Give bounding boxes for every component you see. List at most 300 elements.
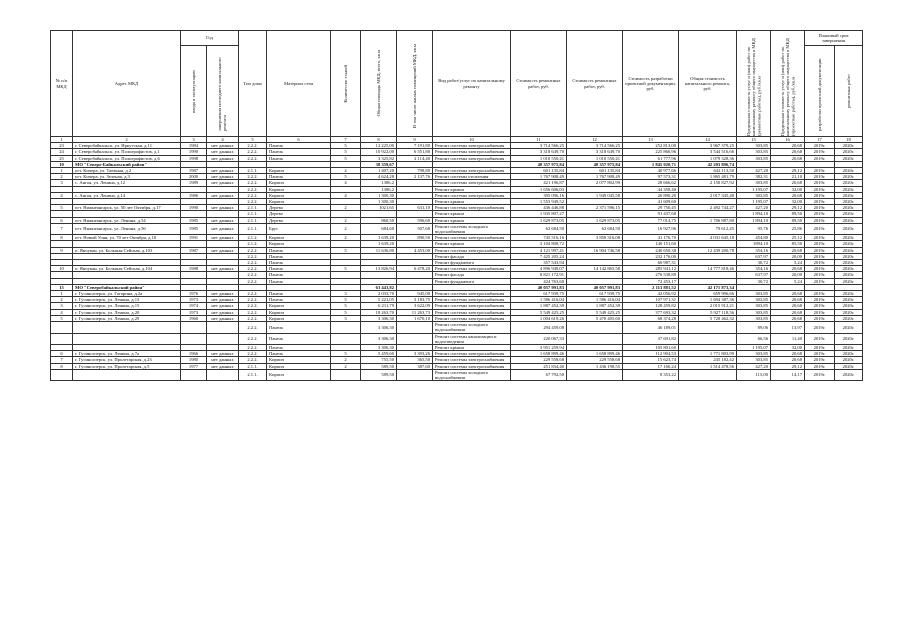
row-limit-design: 20,68 xyxy=(771,291,805,297)
row-cost-works-2: 3 714 566,25 xyxy=(567,143,623,149)
row-cost-works-2: 1 586 416,04 xyxy=(567,297,623,303)
row-number: 2 xyxy=(51,174,73,180)
row-total-area: 1 639,20 xyxy=(361,241,397,247)
row-cost-total: 1 694 387,36 xyxy=(679,297,737,303)
row-cost-works: 7 425 205,24 xyxy=(511,253,567,259)
row-cost-works: 229 558,68 xyxy=(511,357,567,363)
column-number: 17 xyxy=(805,137,835,143)
row-cost-works-2: 1 010 550,41 xyxy=(567,155,623,161)
table-row xyxy=(51,333,863,344)
row-house-type: 2.1.2. xyxy=(239,241,267,247)
row-cost-design: 26 890,20 xyxy=(623,192,679,198)
row-house-type: 2.1.1. xyxy=(239,211,267,217)
row-limit-works: 303,85 xyxy=(737,297,771,303)
row-address: п. Янчукан, ул. Большая Сейская, д.104 xyxy=(73,266,181,272)
row-year-last-repair: нет данных xyxy=(207,223,239,234)
row-plan-design: 2019г. xyxy=(805,241,835,247)
row-limit-works: 1 894,10 xyxy=(737,211,771,217)
row-house-type: 2.2.2. xyxy=(239,266,267,272)
row-plan-works: 2020г. xyxy=(835,303,863,309)
row-floors: 3 xyxy=(331,291,361,297)
row-limit-design: 20,00 xyxy=(771,272,805,278)
row-work-type: Ремонт системы электроснабжения xyxy=(433,309,511,315)
row-cost-works: 617 939,75 xyxy=(511,291,567,297)
row-living-area: 890,50 xyxy=(397,235,433,241)
row-house-type: 2.2.2. xyxy=(239,333,267,344)
row-cost-works-2: 229 558,68 xyxy=(567,357,623,363)
row-number xyxy=(51,333,73,344)
row-house-type: 2.2.2. xyxy=(239,344,267,350)
row-limit-works: 637,97 xyxy=(737,272,771,278)
row-work-type: Ремонт системы электроснабжения xyxy=(433,247,511,253)
row-address: пгт. Нижнеангарск, ул. Ленина, д.54 xyxy=(73,217,181,223)
row-cost-works-2: 14 142 865,58 xyxy=(567,266,623,272)
row-wall-material: Панель xyxy=(267,333,331,344)
column-number: 7 xyxy=(331,137,361,143)
row-year-last-repair: нет данных xyxy=(207,266,239,272)
row-cost-works-2: 1 436 198,55 xyxy=(567,363,623,369)
row-limit-design: 5,24 xyxy=(771,260,805,266)
row-work-type: Ремонт системы электроснабжения xyxy=(433,143,511,149)
row-house-type: 2.2.2. xyxy=(239,315,267,321)
row-total-area: 18 263,70 xyxy=(361,309,397,315)
row-total-area: 1 300,30 xyxy=(361,192,397,198)
row-address: с. Ангоя, ул. Ленина, д.14 xyxy=(73,192,181,198)
row-plan-works: 2020г. xyxy=(835,278,863,284)
row-number xyxy=(51,322,73,333)
row-address: г. Гусиноозерск, ул. Ленина, д.15 xyxy=(73,303,181,309)
row-plan-works: 2020г. xyxy=(835,333,863,344)
row-cost-works-2 xyxy=(567,333,623,344)
row-limit-design: 21,10 xyxy=(771,174,805,180)
row-total-area: 1386,2 xyxy=(361,180,397,186)
row-cost-design: 276 538,80 xyxy=(623,272,679,278)
row-plan-design: 2019г. xyxy=(805,369,835,380)
row-house-type: 2.1.1. xyxy=(239,363,267,369)
row-living-area: 387,60 xyxy=(397,363,433,369)
row-cost-works: 3 714 566,25 xyxy=(511,143,567,149)
row-address: пгт. Новый Уоян, ул. 70 лет Октября, д.10 xyxy=(73,235,181,241)
row-work-type: Ремонт системы электроснабжения xyxy=(433,149,511,155)
row-cost-total: 659 996,66 xyxy=(679,291,737,297)
row-address: г. Гусиноозерск, ул. Гагарина, д.2а xyxy=(73,291,181,297)
row-cost-works-2: 2 077 802,99 xyxy=(567,180,623,186)
row-cost-design: 140 151,60 xyxy=(623,241,679,247)
row-plan-design: 2019г. xyxy=(805,322,835,333)
row-total-area: 38 359,67 xyxy=(361,161,397,167)
row-work-type: Ремонт фасада xyxy=(433,272,511,278)
row-cost-design: 72 453,17 xyxy=(623,278,679,284)
row-plan-design: 2019г. xyxy=(805,351,835,357)
row-number: 2 xyxy=(51,297,73,303)
header-cost-works: Стоимость ремонтных работ, руб. xyxy=(511,31,567,137)
row-cost-design: 46 189,01 xyxy=(623,322,679,333)
row-number: 9 xyxy=(51,247,73,253)
row-cost-works: 40 057 991,83 xyxy=(511,284,567,290)
row-total-area: 5 459,60 xyxy=(361,351,397,357)
row-house-type: 2.2.2. xyxy=(239,174,267,180)
row-year-commission: 1986 xyxy=(181,192,207,198)
row-house-type: 2.2.2. xyxy=(239,260,267,266)
row-cost-design: 8 353,22 xyxy=(623,369,679,380)
row-limit-works: 454,80 xyxy=(737,235,771,241)
row-total-area: 684,60 xyxy=(361,223,397,234)
row-number: 6 xyxy=(51,217,73,223)
header-num: № п/п МКД xyxy=(51,31,73,137)
row-plan-design: 2019г. xyxy=(805,235,835,241)
row-cost-works: 1 553 949,52 xyxy=(511,199,567,205)
row-number: 23 xyxy=(51,143,73,149)
row-floors xyxy=(331,322,361,333)
row-total-area: 12 225,00 xyxy=(361,143,397,149)
row-year-commission: 1980 xyxy=(181,357,207,363)
row-wall-material: Панель xyxy=(267,351,331,357)
row-limit-works: 303,85 xyxy=(737,192,771,198)
column-number: 9 xyxy=(397,137,433,143)
row-total-area: 10 922,00 xyxy=(361,149,397,155)
row-plan-works: 2020г. xyxy=(835,205,863,211)
row-plan-works: 2020г. xyxy=(835,266,863,272)
row-year-last-repair: нет данных xyxy=(207,351,239,357)
row-work-type: Ремонт системы холодного водоснабжения xyxy=(433,322,511,333)
header-plan-works: ремонтных работ xyxy=(835,46,863,137)
row-year-commission: 1977 xyxy=(181,363,207,369)
row-work-type: Ремонт фундамента xyxy=(433,278,511,284)
header-year-last-repair: завершения последнего капитального ремонта xyxy=(207,46,239,137)
header-limit-works: Предельная стоимость услуг и (или) работ по капитальному ремонту общего имущества в МКД (ремонтные работы), руб./кв.м xyxy=(737,31,771,137)
row-work-type: Ремонт системы холодного водоснабжения xyxy=(433,369,511,380)
row-house-type: 2.2.2. xyxy=(239,199,267,205)
row-year-last-repair: нет данных xyxy=(207,309,239,315)
row-number: 7 xyxy=(51,357,73,363)
row-address: г. Северобайкальск, ул. Полиграфистов, д.1 xyxy=(73,149,181,155)
row-address: г. Гусиноозерск, ул. Ленина, д.29 xyxy=(73,315,181,321)
column-number: 4 xyxy=(207,137,239,143)
row-address xyxy=(73,369,181,380)
row-address: г. Гусиноозерск, ул. Пролетарская, д.23 xyxy=(73,357,181,363)
row-work-type: Ремонт системы канализации и водоотведения xyxy=(433,333,511,344)
row-limit-design: 32,00 xyxy=(771,344,805,350)
row-plan-works: 2020г. xyxy=(835,357,863,363)
row-number: 4 xyxy=(51,192,73,198)
row-limit-design: 29,12 xyxy=(771,363,805,369)
row-wall-material: Кирпич xyxy=(267,309,331,315)
row-work-type: Ремонт фундамента xyxy=(433,260,511,266)
row-house-type: 2.2.2. xyxy=(239,303,267,309)
row-work-type: Ремонт системы электроснабжения xyxy=(433,192,511,198)
header-cost-total: Общая стоимость капитального ремонта, руб. xyxy=(679,31,737,137)
row-living-area: 1 670,10 xyxy=(397,315,433,321)
row-work-type: Ремонт системы электроснабжения xyxy=(433,168,511,174)
row-cost-design: 28 666,62 xyxy=(623,180,679,186)
row-limit-design: 20,68 xyxy=(771,297,805,303)
row-plan-design: 2019г. xyxy=(805,333,835,344)
column-number: 13 xyxy=(623,137,679,143)
row-house-type: 2.1.1. xyxy=(239,217,267,223)
row-cost-design: 91 437,68 xyxy=(623,211,679,217)
row-year-commission: 1976 xyxy=(181,291,207,297)
row-year-commission: 2000 xyxy=(181,174,207,180)
row-living-area: 2 137,76 xyxy=(397,174,433,180)
row-total-area: 2 033,70 xyxy=(361,291,397,297)
row-floors: 5 xyxy=(331,155,361,161)
row-floors: 5 xyxy=(331,297,361,303)
row-cost-total: 1 079 328,36 xyxy=(679,155,737,161)
row-wall-material: Кирпич xyxy=(267,180,331,186)
column-number: 15 xyxy=(737,137,771,143)
row-total-area: 860,50 xyxy=(361,217,397,223)
row-living-area: 798,80 xyxy=(397,168,433,174)
row-cost-design: 41 176,70 xyxy=(623,235,679,241)
row-living-area xyxy=(397,333,433,344)
row-plan-design: 2019г. xyxy=(805,344,835,350)
row-address: г. Гусиноозерск, ул. Ленина, д.7а xyxy=(73,351,181,357)
column-number: 6 xyxy=(267,137,331,143)
row-wall-material: Панель xyxy=(267,143,331,149)
row-plan-works: 2020г. xyxy=(835,192,863,198)
row-cost-works: 220 067,33 xyxy=(511,333,567,344)
row-limit-works: 95,76 xyxy=(737,223,771,234)
row-plan-design: 2019г. xyxy=(805,192,835,198)
row-year-commission: 1984 xyxy=(181,143,207,149)
row-wall-material: Панель xyxy=(267,278,331,284)
row-number: 3 xyxy=(51,180,73,186)
row-floors: 5 xyxy=(331,351,361,357)
row-year-last-repair: нет данных xyxy=(207,205,239,211)
row-cost-works: 395 096,16 xyxy=(511,192,567,198)
header-cost-design: Стоимость разработки проектной документации, руб. xyxy=(623,31,679,137)
row-plan-works: 2020г. xyxy=(835,199,863,205)
row-house-type: 2.2.2. xyxy=(239,192,267,198)
row-year-last-repair: нет данных xyxy=(207,315,239,321)
row-limit-works: 303,85 xyxy=(737,309,771,315)
row-year-last-repair: нет данных xyxy=(207,247,239,253)
row-work-type: Ремонт системы электроснабжения xyxy=(433,303,511,309)
header-cost-works-2: Стоимость ремонтных работ, руб. xyxy=(567,31,623,137)
row-limit-design: 20,68 xyxy=(771,155,805,161)
row-cost-design: 61 777,96 xyxy=(623,155,679,161)
row-floors: 5 xyxy=(331,309,361,315)
row-wall-material: Панель xyxy=(267,266,331,272)
row-house-type: 2.2.2. xyxy=(239,278,267,284)
row-plan-works: 2020г. xyxy=(835,369,863,380)
row-cost-design: 44 358,40 xyxy=(623,186,679,192)
row-plan-works: 2020г. xyxy=(835,211,863,217)
row-cost-total: 1 514 478,56 xyxy=(679,363,737,369)
row-number: 15 xyxy=(51,284,73,290)
row-limit-works: 30,72 xyxy=(737,278,771,284)
row-limit-works: 303,85 xyxy=(737,303,771,309)
row-year-last-repair: нет данных xyxy=(207,174,239,180)
row-plan-design: 2019г. xyxy=(805,149,835,155)
row-year-last-repair xyxy=(207,369,239,380)
row-number: 10 xyxy=(51,266,73,272)
row-wall-material: Дерево xyxy=(267,217,331,223)
row-limit-design: 89,50 xyxy=(771,217,805,223)
row-cost-total: 42 203 896,74 xyxy=(679,161,737,167)
row-total-area: 589,50 xyxy=(361,369,397,380)
row-floors: 2 xyxy=(331,168,361,174)
row-address xyxy=(73,322,181,333)
row-plan-works: 2020г. xyxy=(835,260,863,266)
row-wall-material: Панель xyxy=(267,247,331,253)
row-wall-material: Панель xyxy=(267,272,331,278)
row-wall-material: Панель xyxy=(267,149,331,155)
row-year-last-repair: нет данных xyxy=(207,180,239,186)
row-plan-works: 2020г. xyxy=(835,241,863,247)
row-cost-total: 1 771 803,99 xyxy=(679,351,737,357)
header-plan-design: разработки проектной документации xyxy=(805,46,835,137)
row-cost-works-2 xyxy=(567,322,623,333)
row-total-area: 1 639,20 xyxy=(361,235,397,241)
row-floors: 3 xyxy=(331,315,361,321)
row-cost-works-2: 5 470 405,60 xyxy=(567,315,623,321)
row-year-commission xyxy=(181,369,207,380)
row-year-last-repair: нет данных xyxy=(207,168,239,174)
row-address: пгт. Нижнеангарск, ул. 50 лет Октября, д.17 xyxy=(73,205,181,211)
row-living-area: 3 622,09 xyxy=(397,303,433,309)
row-living-area: 6 551,80 xyxy=(397,149,433,155)
row-cost-works-2: 40 357 975,84 xyxy=(567,161,623,167)
row-living-area: 631,10 xyxy=(397,205,433,211)
row-work-type: Ремонт системы электроснабжения xyxy=(433,357,511,363)
row-cost-works-2: 2 371 596,15 xyxy=(567,205,623,211)
row-year-commission: 1973 xyxy=(181,309,207,315)
row-floors: 5 xyxy=(331,174,361,180)
row-cost-design: 41 609,60 xyxy=(623,199,679,205)
row-limit-works: 1 195,07 xyxy=(737,199,771,205)
row-limit-design: 20,68 xyxy=(771,351,805,357)
row-wall-material: Кирпич xyxy=(267,235,331,241)
row-wall-material: Панель xyxy=(267,174,331,180)
row-cost-design: 42 056,92 xyxy=(623,291,679,297)
row-cost-works: 294 459,08 xyxy=(511,322,567,333)
row-work-type: Ремонт системы электроснабжения xyxy=(433,363,511,369)
row-plan-design: 2019г. xyxy=(805,315,835,321)
row-work-type: Ремонт системы электроснабжения xyxy=(433,205,511,211)
row-house-type: 2.2.2. xyxy=(239,180,267,186)
row-number: 5 xyxy=(51,205,73,211)
row-plan-works: 2020г. xyxy=(835,309,863,315)
row-year-commission: 1988 xyxy=(181,266,207,272)
row-floors: 2 xyxy=(331,363,361,369)
row-year-last-repair: нет данных xyxy=(207,217,239,223)
row-cost-works: 1 656 606,03 xyxy=(511,186,567,192)
table-body xyxy=(51,143,863,381)
row-year-last-repair: нет данных xyxy=(207,155,239,161)
row-cost-total: 1 865 481,79 xyxy=(679,174,737,180)
row-limit-design: 20,68 xyxy=(771,143,805,149)
row-cost-works: 4 896 949,07 xyxy=(511,266,567,272)
row-plan-works: 2020г. xyxy=(835,363,863,369)
column-number: 11 xyxy=(511,137,567,143)
row-cost-design: 77 014,75 xyxy=(623,217,679,223)
row-work-type: Ремонт крыши xyxy=(433,344,511,350)
row-house-type: 2.2.2. xyxy=(239,309,267,315)
row-plan-works: 2020г. xyxy=(835,291,863,297)
row-wall-material: Кирпич xyxy=(267,241,331,247)
header-address: Адрес МКД xyxy=(73,31,181,137)
row-limit-works: 427,20 xyxy=(737,168,771,174)
row-wall-material: Панель xyxy=(267,291,331,297)
row-limit-design: 20,68 xyxy=(771,309,805,315)
row-year-commission: 1960 xyxy=(181,315,207,321)
row-total-area: 3 325,82 xyxy=(361,155,397,161)
row-plan-design: 2019г. xyxy=(805,223,835,234)
row-address: г. Гусиноозерск, ул. Пролетарская, д.5 xyxy=(73,363,181,369)
row-cost-works-2: 3 850 316,08 xyxy=(567,235,623,241)
table-row xyxy=(51,322,863,333)
row-wall-material: Кирпич xyxy=(267,186,331,192)
row-limit-design: 20,68 xyxy=(771,149,805,155)
row-limit-works: 303,85 xyxy=(737,291,771,297)
row-address: МО "Северо-Байкальский район" xyxy=(73,161,181,167)
row-limit-design: 20,68 xyxy=(771,180,805,186)
column-number: 14 xyxy=(679,137,737,143)
row-number: 7 xyxy=(51,223,73,234)
column-number: 16 xyxy=(771,137,805,143)
row-floors: 5 xyxy=(331,247,361,253)
row-limit-works: 1 195,07 xyxy=(737,344,771,350)
row-wall-material: Дерево xyxy=(267,205,331,211)
row-plan-design: 2019г. xyxy=(805,143,835,149)
row-cost-total: 79 612,45 xyxy=(679,223,737,234)
row-limit-design: 25,86 xyxy=(771,223,805,234)
column-number: 12 xyxy=(567,137,623,143)
row-total-area: 3 306,30 xyxy=(361,322,397,333)
row-work-type: Ремонт крыши xyxy=(433,199,511,205)
row-limit-works: 354,16 xyxy=(737,266,771,272)
row-cost-works: 1 935 807,27 xyxy=(511,211,567,217)
row-cost-works: 745 516,16 xyxy=(511,235,567,241)
row-limit-works: 303,85 xyxy=(737,351,771,357)
row-limit-works: 1 195,07 xyxy=(737,186,771,192)
row-plan-design: 2019г. xyxy=(805,303,835,309)
row-cost-works: 436 446,88 xyxy=(511,205,567,211)
row-plan-works: 2020г. xyxy=(835,322,863,333)
row-year-commission: 1998 xyxy=(181,155,207,161)
row-number: 25 xyxy=(51,155,73,161)
row-limit-works: 303,85 xyxy=(737,143,771,149)
row-limit-design: 20,68 xyxy=(771,192,805,198)
row-cost-works-2: 16 904 746,58 xyxy=(567,247,623,253)
row-work-type: Ремонт крыши xyxy=(433,211,511,217)
row-total-area: 1021,65 xyxy=(361,205,397,211)
row-wall-material: Кирпич xyxy=(267,363,331,369)
row-living-area: 3 183,75 xyxy=(397,297,433,303)
column-number: 2 xyxy=(73,137,181,143)
row-floors: 5 xyxy=(331,266,361,272)
row-work-type: Ремонт системы электроснабжения xyxy=(433,180,511,186)
row-cost-works-2: 1 658 899,46 xyxy=(567,351,623,357)
row-plan-design: 2019г. xyxy=(805,247,835,253)
row-total-area: 13 826,94 xyxy=(361,266,397,272)
row-plan-design: 2019г. xyxy=(805,217,835,223)
row-address: пгт. Нижнеангарск, ул. Ленина, д.56 xyxy=(73,223,181,234)
row-limit-design: 25,12 xyxy=(771,235,805,241)
column-number: 3 xyxy=(181,137,207,143)
row-wall-material: Дерево xyxy=(267,211,331,217)
row-work-type: Ремонт крыши xyxy=(433,241,511,247)
row-plan-design: 2019г. xyxy=(805,155,835,161)
row-plan-design: 2019г. xyxy=(805,363,835,369)
row-limit-works: 30,72 xyxy=(737,260,771,266)
row-cost-total: 42 171 873,34 xyxy=(679,284,737,290)
row-plan-works: 2020г. xyxy=(835,272,863,278)
row-year-last-repair: нет данных xyxy=(207,297,239,303)
row-cost-design: 68 374,28 xyxy=(623,315,679,321)
row-house-type: 2.2.2. xyxy=(239,351,267,357)
